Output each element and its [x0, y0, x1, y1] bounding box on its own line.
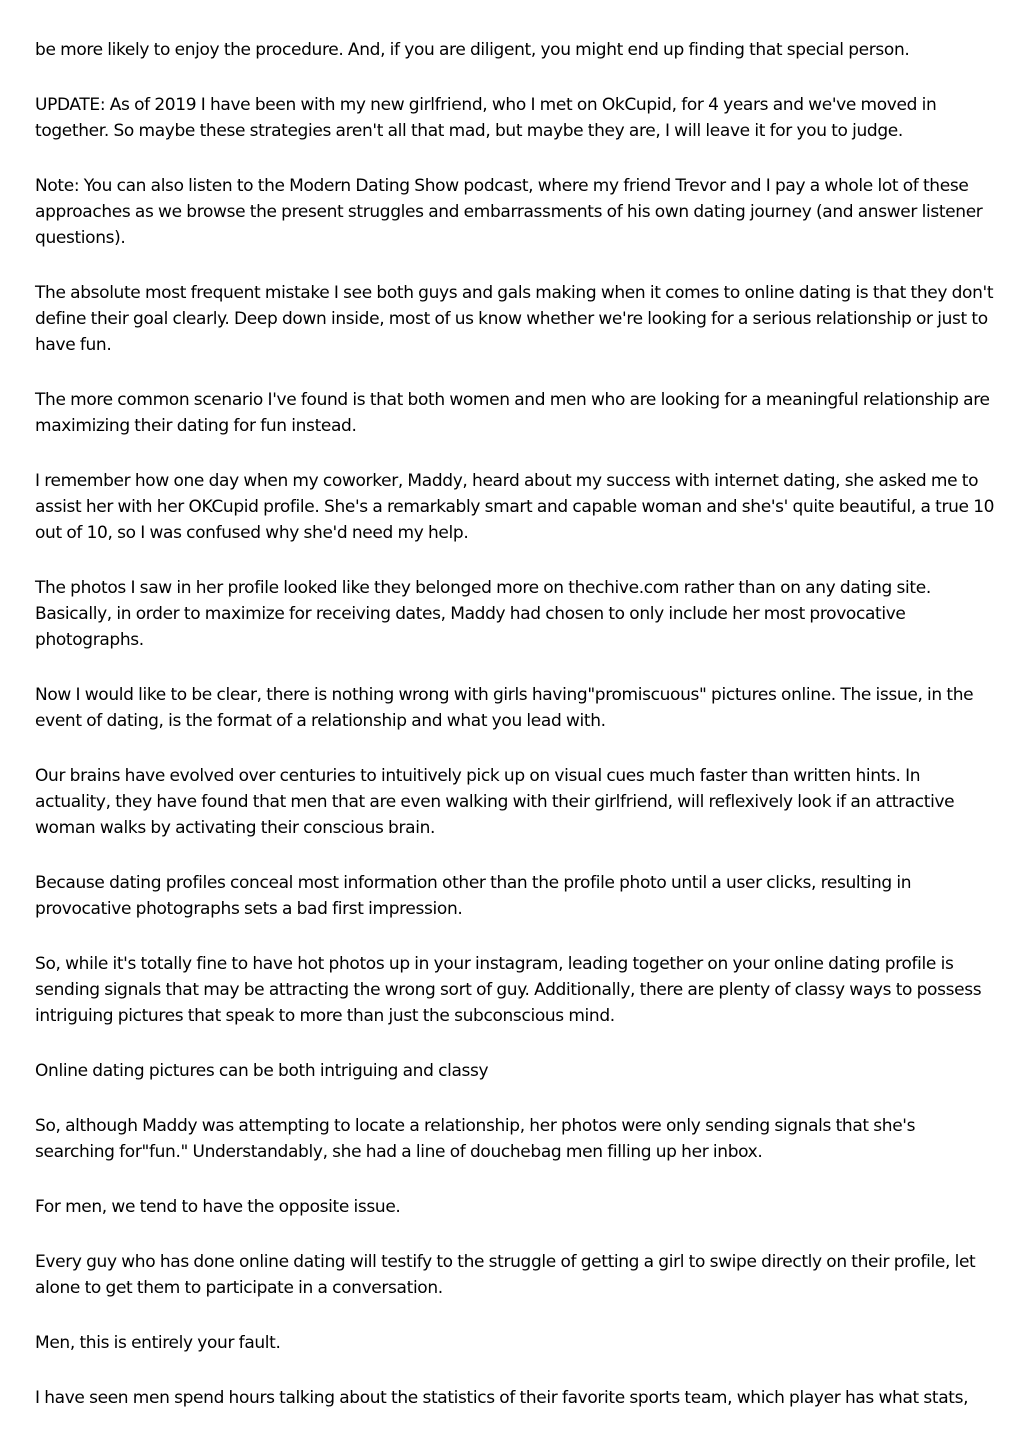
paragraph-15: Every guy who has done online dating will testify to the struggle of getting a girl to swipe directly on their profile, let alone to get them to participate in a conversation.: [35, 1252, 976, 1298]
paragraph-9: Our brains have evolved over centuries to intuitively pick up on visual cues much faster than written hints. In actuality, they have found that men that are even walking with their girlfriend, will reflexively look if an attractive woman walks by activating their conscious brain.: [35, 766, 955, 838]
paragraph-1: be more likely to enjoy the procedure. And, if you are diligent, you might end up finding that special person.: [35, 40, 910, 60]
paragraph-14: For men, we tend to have the opposite issue.: [35, 1197, 401, 1217]
paragraph-16: Men, this is entirely your fault.: [35, 1333, 281, 1353]
paragraph-6: I remember how one day when my coworker, Maddy, heard about my success with internet dating, she asked me to assist her with her OKCupid profile. She's a remarkably smart and capable woman and she's' quite beautiful, a true 10 out of 10, so I was confused why she'd need my help.: [35, 471, 995, 543]
paragraph-7: The photos I saw in her profile looked like they belonged more on thechive.com rather than on any dating site. Basically, in order to maximize for receiving dates, Maddy had chosen to only include her most provocative photographs.: [35, 578, 931, 650]
document-body: [35, 37, 995, 1440]
paragraph-5: The more common scenario I've found is that both women and men who are looking for a meaningful relationship are maximizing their dating for fun instead.: [35, 390, 990, 436]
paragraph-12: Online dating pictures can be both intriguing and classy: [35, 1061, 489, 1081]
paragraph-2: UPDATE: As of 2019 I have been with my new girlfriend, who I met on OkCupid, for 4 years and we've moved in together. So maybe these strategies aren't all that mad, but maybe they are, I will leave it for you to judge.: [35, 95, 937, 141]
paragraph-17: I have seen men spend hours talking about the statistics of their favorite sports team, which player has what stats,: [35, 1388, 969, 1408]
paragraph-4: The absolute most frequent mistake I see both guys and gals making when it comes to online dating is that they don't define their goal clearly. Deep down inside, most of us know whether we're looking for a serious relationship or just to have fun.: [35, 283, 994, 355]
paragraph-11: So, while it's totally fine to have hot photos up in your instagram, leading together on your online dating profile is sending signals that may be attracting the wrong sort of guy. Additionally, there are plenty of classy ways to possess intriguing pictures that speak to more than just the subconscious mind.: [35, 954, 982, 1026]
paragraph-3: Note: You can also listen to the Modern Dating Show podcast, where my friend Trevor and I pay a whole lot of these approaches as we browse the present struggles and embarrassments of his own dating journey (and answer listener questions).: [35, 176, 983, 248]
paragraph-13: So, although Maddy was attempting to locate a relationship, her photos were only sending signals that she's searching for"fun." Understandably, she had a line of douchebag men filling up her inbox.: [35, 1116, 916, 1162]
paragraph-8: Now I would like to be clear, there is nothing wrong with girls having"promiscuous" pictures online. The issue, in the event of dating, is the format of a relationship and what you lead with.: [35, 685, 974, 731]
paragraph-10: Because dating profiles conceal most information other than the profile photo until a user clicks, resulting in provocative photographs sets a bad first impression.: [35, 873, 912, 919]
